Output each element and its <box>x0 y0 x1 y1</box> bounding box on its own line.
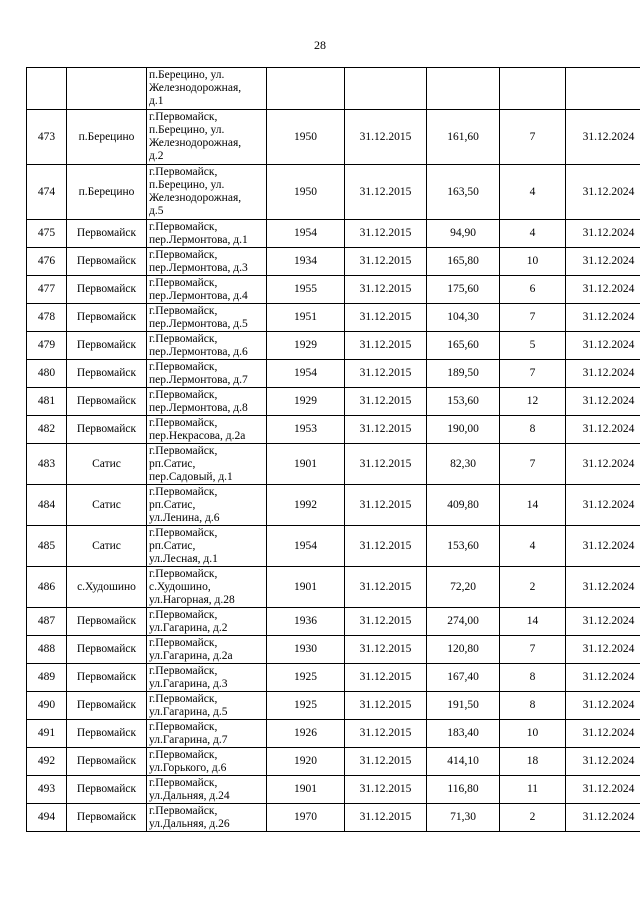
cell-apartments-count: 4 <box>500 165 566 220</box>
cell-apartments-count: 7 <box>500 110 566 165</box>
cell-area: 153,60 <box>427 388 500 416</box>
cell-build-year: 1936 <box>267 608 345 636</box>
cell-planned-date: 31.12.2024 <box>566 110 640 165</box>
cell-address: г.Первомайск, рп.Сатис, ул.Лесная, д.1 <box>147 526 267 567</box>
housing-registry-table <box>26 67 640 832</box>
cell-row-number: 492 <box>27 748 67 776</box>
cell-build-year: 1925 <box>267 692 345 720</box>
cell-settlement-name: Первомайск <box>67 220 147 248</box>
cell-inclusion-date: 31.12.2015 <box>345 165 427 220</box>
cell-apartments-count: 7 <box>500 444 566 485</box>
cell-settlement-name: Первомайск <box>67 664 147 692</box>
cell-inclusion-date: 31.12.2015 <box>345 248 427 276</box>
cell-area: 165,80 <box>427 248 500 276</box>
cell-area: 163,50 <box>427 165 500 220</box>
cell-settlement-name: Первомайск <box>67 388 147 416</box>
table-row <box>27 332 640 360</box>
cell-inclusion-date: 31.12.2015 <box>345 332 427 360</box>
cell-address: г.Первомайск, ул.Гагарина, д.2а <box>147 636 267 664</box>
cell-row-number: 487 <box>27 608 67 636</box>
table-row <box>27 664 640 692</box>
cell-address: г.Первомайск, пер.Лермонтова, д.3 <box>147 248 267 276</box>
cell-settlement-name: Первомайск <box>67 416 147 444</box>
cell-row-number: 483 <box>27 444 67 485</box>
cell-build-year: 1929 <box>267 332 345 360</box>
cell-inclusion-date: 31.12.2015 <box>345 485 427 526</box>
cell-settlement-name: Сатис <box>67 485 147 526</box>
table-row <box>27 304 640 332</box>
table-row <box>27 388 640 416</box>
cell-row-number: 490 <box>27 692 67 720</box>
cell-planned-date: 31.12.2024 <box>566 248 640 276</box>
cell-planned-date: 31.12.2024 <box>566 804 640 832</box>
cell-apartments-count: 7 <box>500 360 566 388</box>
cell-planned-date: 31.12.2024 <box>566 526 640 567</box>
cell-address: г.Первомайск, пер.Лермонтова, д.8 <box>147 388 267 416</box>
cell-inclusion-date: 31.12.2015 <box>345 388 427 416</box>
cell-inclusion-date: 31.12.2015 <box>345 804 427 832</box>
cell-address: г.Первомайск, пер.Лермонтова, д.7 <box>147 360 267 388</box>
cell-address: г.Первомайск, пер.Лермонтова, д.4 <box>147 276 267 304</box>
table-row <box>27 804 640 832</box>
cell-planned-date: 31.12.2024 <box>566 692 640 720</box>
table-row <box>27 485 640 526</box>
cell-address: г.Первомайск, п.Берецино, ул. Железнодорожная, д.2 <box>147 110 267 165</box>
cell-build-year: 1954 <box>267 360 345 388</box>
cell-inclusion-date: 31.12.2015 <box>345 526 427 567</box>
cell-settlement-name: Первомайск <box>67 692 147 720</box>
cell-inclusion-date: 31.12.2015 <box>345 360 427 388</box>
table-row <box>27 567 640 608</box>
cell-planned-date: 31.12.2024 <box>566 567 640 608</box>
table-row <box>27 165 640 220</box>
cell-build-year: 1901 <box>267 776 345 804</box>
cell-settlement-name: Первомайск <box>67 248 147 276</box>
cell-area: 190,00 <box>427 416 500 444</box>
cell-inclusion-date: 31.12.2015 <box>345 276 427 304</box>
cell-apartments-count: 8 <box>500 416 566 444</box>
cell-planned-date: 31.12.2024 <box>566 720 640 748</box>
cell-area: 274,00 <box>427 608 500 636</box>
cell-build-year: 1934 <box>267 248 345 276</box>
cell-row-number: 494 <box>27 804 67 832</box>
cell-row-number <box>27 68 67 110</box>
cell-area: 409,80 <box>427 485 500 526</box>
cell-settlement-name: Первомайск <box>67 804 147 832</box>
cell-inclusion-date <box>345 68 427 110</box>
cell-settlement-name: Сатис <box>67 526 147 567</box>
cell-area: 414,10 <box>427 748 500 776</box>
table-row <box>27 248 640 276</box>
cell-row-number: 479 <box>27 332 67 360</box>
cell-row-number: 485 <box>27 526 67 567</box>
cell-area <box>427 68 500 110</box>
cell-inclusion-date: 31.12.2015 <box>345 444 427 485</box>
cell-row-number: 488 <box>27 636 67 664</box>
cell-build-year: 1954 <box>267 526 345 567</box>
table-row <box>27 692 640 720</box>
cell-row-number: 491 <box>27 720 67 748</box>
cell-build-year: 1920 <box>267 748 345 776</box>
cell-address: г.Первомайск, ул.Гагарина, д.2 <box>147 608 267 636</box>
cell-address: г.Первомайск, ул.Горького, д.6 <box>147 748 267 776</box>
cell-address: г.Первомайск, пер.Лермонтова, д.1 <box>147 220 267 248</box>
cell-planned-date: 31.12.2024 <box>566 664 640 692</box>
cell-settlement-name: Первомайск <box>67 332 147 360</box>
cell-build-year: 1901 <box>267 444 345 485</box>
cell-row-number: 476 <box>27 248 67 276</box>
cell-build-year: 1926 <box>267 720 345 748</box>
cell-inclusion-date: 31.12.2015 <box>345 608 427 636</box>
cell-apartments-count: 11 <box>500 776 566 804</box>
cell-row-number: 478 <box>27 304 67 332</box>
cell-planned-date: 31.12.2024 <box>566 220 640 248</box>
cell-apartments-count: 14 <box>500 608 566 636</box>
table-row <box>27 68 640 110</box>
cell-area: 167,40 <box>427 664 500 692</box>
table-row <box>27 720 640 748</box>
cell-build-year: 1955 <box>267 276 345 304</box>
cell-apartments-count: 6 <box>500 276 566 304</box>
cell-planned-date: 31.12.2024 <box>566 388 640 416</box>
cell-apartments-count: 7 <box>500 636 566 664</box>
cell-area: 104,30 <box>427 304 500 332</box>
cell-address: г.Первомайск, с.Худошино, ул.Нагорная, д.28 <box>147 567 267 608</box>
cell-row-number: 482 <box>27 416 67 444</box>
cell-inclusion-date: 31.12.2015 <box>345 748 427 776</box>
cell-inclusion-date: 31.12.2015 <box>345 304 427 332</box>
cell-area: 72,20 <box>427 567 500 608</box>
cell-apartments-count: 4 <box>500 220 566 248</box>
cell-address: г.Первомайск, пер.Лермонтова, д.5 <box>147 304 267 332</box>
cell-area: 161,60 <box>427 110 500 165</box>
cell-build-year: 1925 <box>267 664 345 692</box>
cell-apartments-count: 5 <box>500 332 566 360</box>
cell-apartments-count: 4 <box>500 526 566 567</box>
table-row <box>27 636 640 664</box>
cell-inclusion-date: 31.12.2015 <box>345 692 427 720</box>
cell-area: 71,30 <box>427 804 500 832</box>
cell-planned-date: 31.12.2024 <box>566 608 640 636</box>
cell-planned-date <box>566 68 640 110</box>
cell-settlement-name: Первомайск <box>67 776 147 804</box>
cell-address: г.Первомайск, пер.Лермонтова, д.6 <box>147 332 267 360</box>
cell-address: г.Первомайск, рп.Сатис, пер.Садовый, д.1 <box>147 444 267 485</box>
cell-planned-date: 31.12.2024 <box>566 416 640 444</box>
cell-row-number: 480 <box>27 360 67 388</box>
cell-area: 120,80 <box>427 636 500 664</box>
cell-area: 175,60 <box>427 276 500 304</box>
cell-row-number: 473 <box>27 110 67 165</box>
cell-inclusion-date: 31.12.2015 <box>345 776 427 804</box>
cell-apartments-count: 7 <box>500 304 566 332</box>
cell-inclusion-date: 31.12.2015 <box>345 636 427 664</box>
cell-settlement-name: Первомайск <box>67 304 147 332</box>
cell-build-year: 1950 <box>267 110 345 165</box>
cell-build-year <box>267 68 345 110</box>
cell-settlement-name: Сатис <box>67 444 147 485</box>
cell-planned-date: 31.12.2024 <box>566 748 640 776</box>
cell-build-year: 1901 <box>267 567 345 608</box>
cell-apartments-count: 14 <box>500 485 566 526</box>
cell-address: г.Первомайск, пер.Некрасова, д.2а <box>147 416 267 444</box>
table-row <box>27 748 640 776</box>
table-row <box>27 444 640 485</box>
cell-area: 189,50 <box>427 360 500 388</box>
cell-row-number: 475 <box>27 220 67 248</box>
cell-inclusion-date: 31.12.2015 <box>345 664 427 692</box>
table-row <box>27 110 640 165</box>
cell-settlement-name: Первомайск <box>67 636 147 664</box>
cell-settlement-name: п.Берецино <box>67 165 147 220</box>
cell-build-year: 1951 <box>267 304 345 332</box>
cell-row-number: 484 <box>27 485 67 526</box>
cell-build-year: 1954 <box>267 220 345 248</box>
cell-build-year: 1970 <box>267 804 345 832</box>
cell-area: 82,30 <box>427 444 500 485</box>
cell-apartments-count <box>500 68 566 110</box>
cell-address: г.Первомайск, ул.Дальняя, д.24 <box>147 776 267 804</box>
cell-address: г.Первомайск, ул.Гагарина, д.7 <box>147 720 267 748</box>
cell-area: 94,90 <box>427 220 500 248</box>
cell-build-year: 1930 <box>267 636 345 664</box>
cell-settlement-name: Первомайск <box>67 360 147 388</box>
cell-planned-date: 31.12.2024 <box>566 636 640 664</box>
cell-planned-date: 31.12.2024 <box>566 165 640 220</box>
cell-row-number: 474 <box>27 165 67 220</box>
cell-settlement-name: Первомайск <box>67 748 147 776</box>
cell-build-year: 1929 <box>267 388 345 416</box>
table-row <box>27 608 640 636</box>
cell-apartments-count: 8 <box>500 692 566 720</box>
cell-planned-date: 31.12.2024 <box>566 485 640 526</box>
cell-apartments-count: 18 <box>500 748 566 776</box>
table-row <box>27 220 640 248</box>
page-number: 28 <box>314 38 326 52</box>
cell-address: г.Первомайск, рп.Сатис, ул.Ленина, д.6 <box>147 485 267 526</box>
cell-apartments-count: 8 <box>500 664 566 692</box>
cell-planned-date: 31.12.2024 <box>566 360 640 388</box>
cell-row-number: 489 <box>27 664 67 692</box>
cell-address: г.Первомайск, ул.Дальняя, д.26 <box>147 804 267 832</box>
cell-planned-date: 31.12.2024 <box>566 332 640 360</box>
cell-address: г.Первомайск, п.Берецино, ул. Железнодорожная, д.5 <box>147 165 267 220</box>
table-body <box>27 68 640 832</box>
cell-address: г.Первомайск, ул.Гагарина, д.3 <box>147 664 267 692</box>
cell-planned-date: 31.12.2024 <box>566 304 640 332</box>
cell-apartments-count: 12 <box>500 388 566 416</box>
cell-area: 153,60 <box>427 526 500 567</box>
cell-row-number: 477 <box>27 276 67 304</box>
cell-address: г.Первомайск, ул.Гагарина, д.5 <box>147 692 267 720</box>
cell-settlement-name: Первомайск <box>67 720 147 748</box>
cell-apartments-count: 2 <box>500 804 566 832</box>
cell-apartments-count: 2 <box>500 567 566 608</box>
cell-inclusion-date: 31.12.2015 <box>345 110 427 165</box>
cell-settlement-name: Первомайск <box>67 276 147 304</box>
cell-planned-date: 31.12.2024 <box>566 776 640 804</box>
cell-row-number: 481 <box>27 388 67 416</box>
table-row <box>27 360 640 388</box>
table-row <box>27 276 640 304</box>
cell-row-number: 486 <box>27 567 67 608</box>
cell-planned-date: 31.12.2024 <box>566 444 640 485</box>
table-row <box>27 526 640 567</box>
cell-inclusion-date: 31.12.2015 <box>345 220 427 248</box>
cell-planned-date: 31.12.2024 <box>566 276 640 304</box>
cell-area: 183,40 <box>427 720 500 748</box>
cell-area: 165,60 <box>427 332 500 360</box>
cell-row-number: 493 <box>27 776 67 804</box>
cell-settlement-name: Первомайск <box>67 608 147 636</box>
cell-inclusion-date: 31.12.2015 <box>345 720 427 748</box>
cell-settlement-name <box>67 68 147 110</box>
cell-settlement-name: п.Берецино <box>67 110 147 165</box>
cell-apartments-count: 10 <box>500 248 566 276</box>
cell-inclusion-date: 31.12.2015 <box>345 416 427 444</box>
cell-area: 116,80 <box>427 776 500 804</box>
cell-build-year: 1950 <box>267 165 345 220</box>
table-row <box>27 416 640 444</box>
cell-build-year: 1992 <box>267 485 345 526</box>
cell-address: п.Берецино, ул. Железнодорожная, д.1 <box>147 68 267 110</box>
cell-settlement-name: с.Худошино <box>67 567 147 608</box>
cell-area: 191,50 <box>427 692 500 720</box>
cell-build-year: 1953 <box>267 416 345 444</box>
table-row <box>27 776 640 804</box>
cell-inclusion-date: 31.12.2015 <box>345 567 427 608</box>
cell-apartments-count: 10 <box>500 720 566 748</box>
